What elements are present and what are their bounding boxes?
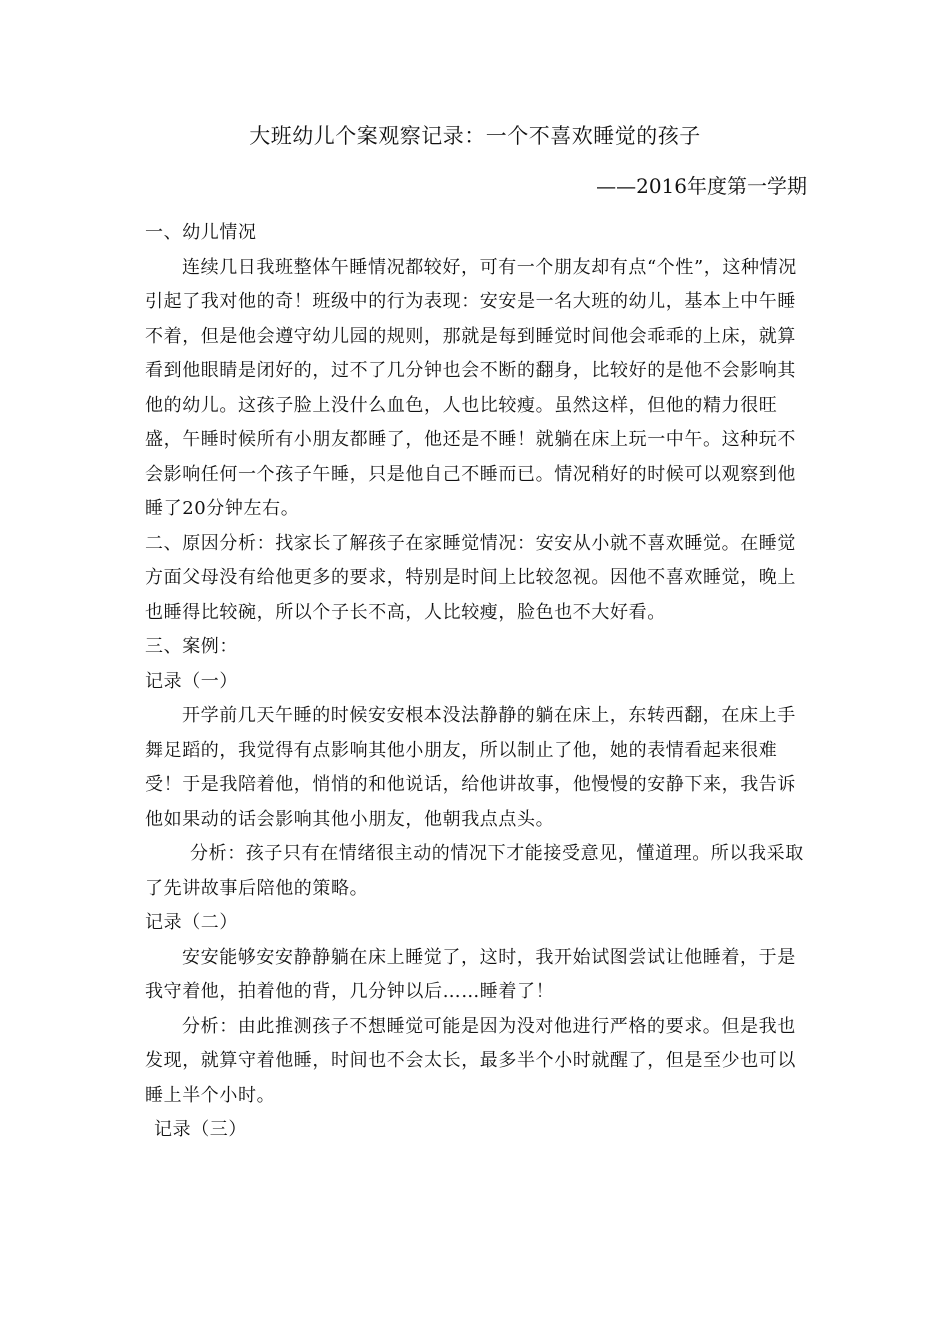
record1-analysis: 分析：孩子只有在情绪很主动的情况下才能接受意见，懂道理。所以我采取了先讲故事后陪他的策略。 — [145, 843, 804, 899]
record1-paragraph: 开学前几天午睡的时候安安根本没法静静的躺在床上，东转西翻，在床上手舞足蹈的，我觉得有点影响其他小朋友，所以制止了他，她的表情看起来很难受！于是我陪着他，悄悄的和他说话，给他讲故事，他慢慢的安静下来，我告诉他如果动的话会影响其他小朋友，他朝我点点头。 — [145, 705, 796, 830]
record2-heading: 记录（二） — [145, 912, 238, 933]
record1-heading: 记录（一） — [145, 670, 238, 692]
section1-paragraph: 连续几日我班整体午睡情况都较好，可有一个朋友却有点“个性”，这种情况引起了我对他的奇！班级中的行为表现：安安是一名大班的幼儿，基本上中午睡不着，但是他会遵守幼儿园的规则，那就是每到睡觉时间他会乖乖的上床，就算看到他眼睛是闭好的，过不了几分钟也会不断的翻身，比较好的是他不会影响其他的幼儿。这孩子脸上没什么血色，人也比较瘦。虽然这样，但他的精力很旺盛，午睡时候所有小朋友都睡了，他还是不睡！就躺在床上玩一中午。这种玩不会影响任何一个孩子午睡，只是他自己不睡而已。情况稍好的时候可以观察到他睡了20分钟左右。 — [145, 256, 797, 519]
record3-heading: 记录（三） — [154, 1119, 247, 1140]
record2-analysis: 分析：由此推测孩子不想睡觉可能是因为没对他进行严格的要求。但是我也发现，就算守着他睡，时间也不会太长，最多半个小时就醒了，但是至少也可以睡上半个小时。 — [145, 1015, 796, 1106]
document-subtitle: ——2016年度第一学期 — [596, 174, 807, 198]
record2-paragraph: 安安能够安安静静躺在床上睡觉了，这时，我开始试图尝试让他睡着，于是我守着他，拍着他的背，几分钟以后……睡着了！ — [145, 946, 796, 1002]
section2-paragraph: 二、原因分析：找家长了解孩子在家睡觉情况：安安从小就不喜欢睡觉。在睡觉方面父母没有给他更多的要求，特别是时间上比较忽视。因他不喜欢睡觉，晚上也睡得比较碗，所以个子长不高，人比较瘦，脸色也不大好看。 — [145, 532, 796, 623]
section1-heading: 一、幼儿情况 — [145, 222, 257, 243]
document-title: 大班幼儿个案观察记录：一个不喜欢睡觉的孩子 — [249, 124, 701, 148]
section3-heading: 三、案例： — [145, 636, 238, 657]
document-body — [145, 216, 807, 1148]
